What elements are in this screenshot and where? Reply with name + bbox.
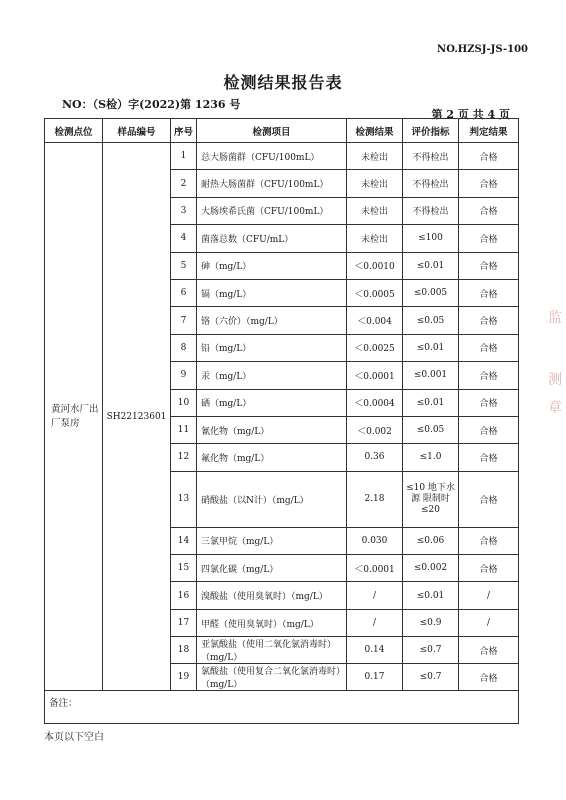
cell-verdict: 合格 [459,225,519,252]
cell-verdict: 合格 [459,307,519,334]
cell-criterion: ≤0.7 [403,664,459,691]
cell-result: 2.18 [347,471,403,527]
cell-location: 黄河水厂出厂泵房 [45,143,103,691]
cell-verdict: 合格 [459,527,519,554]
cell-number: 3 [171,197,197,224]
cell-criterion: ≤0.7 [403,637,459,664]
document-code: NO.HZSJ-JS-100 [437,44,528,55]
cell-item: 硝酸盐（以N计）（mg/L） [197,471,347,527]
cell-criterion: ≤0.06 [403,527,459,554]
cell-item: 大肠埃希氏菌（CFU/100mL） [197,197,347,224]
page-indicator: 第 2 页 共 4 页 [431,108,510,121]
column-header-criterion: 评价指标 [403,119,459,143]
cell-verdict: 合格 [459,143,519,170]
cell-item: 铬（六价）（mg/L） [197,307,347,334]
cell-item: 氯酸盐（使用复合二氧化氯消毒时）（mg/L） [197,664,347,691]
cell-result: ＜0.0001 [347,362,403,389]
cell-result: 未检出 [347,170,403,197]
cell-number: 5 [171,252,197,279]
cell-result: ＜0.0025 [347,334,403,361]
cell-criterion: ≤0.9 [403,609,459,636]
cell-item: 砷（mg/L） [197,252,347,279]
cell-verdict: 合格 [459,637,519,664]
cell-verdict: 合格 [459,362,519,389]
report-number: NO：（S检）字(2022)第 1236 号 [62,98,241,111]
cell-result: 0.36 [347,444,403,471]
cell-number: 12 [171,444,197,471]
cell-number: 18 [171,637,197,664]
cell-number: 7 [171,307,197,334]
cell-verdict: 合格 [459,389,519,416]
cell-result: 0.17 [347,664,403,691]
cell-verdict: 合格 [459,555,519,582]
stamp-mark: 章 [548,400,562,416]
cell-item: 硒（mg/L） [197,389,347,416]
cell-number: 2 [171,170,197,197]
cell-number: 1 [171,143,197,170]
cell-number: 6 [171,279,197,306]
results-table [44,118,519,724]
cell-result: 未检出 [347,225,403,252]
cell-item: 氰化物（mg/L） [197,416,347,443]
cell-number: 8 [171,334,197,361]
cell-result: 0.14 [347,637,403,664]
cell-criterion: ≤0.05 [403,416,459,443]
cell-item: 溴酸盐（使用臭氧时）（mg/L） [197,582,347,609]
cell-criterion: ≤0.01 [403,582,459,609]
cell-result: ＜0.002 [347,416,403,443]
cell-criterion: ≤0.005 [403,279,459,306]
column-header-verdict: 判定结果 [459,119,519,143]
cell-result: / [347,582,403,609]
cell-result: ＜0.0004 [347,389,403,416]
cell-criterion: 不得检出 [403,197,459,224]
cell-number: 11 [171,416,197,443]
cell-verdict: / [459,609,519,636]
cell-number: 15 [171,555,197,582]
cell-criterion: ≤0.002 [403,555,459,582]
cell-result: ＜0.0001 [347,555,403,582]
cell-number: 9 [171,362,197,389]
cell-criterion: ≤100 [403,225,459,252]
cell-number: 4 [171,225,197,252]
cell-verdict: 合格 [459,252,519,279]
table-header-row [45,119,519,143]
column-header-location: 检测点位 [45,119,103,143]
cell-item: 氟化物（mg/L） [197,444,347,471]
column-header-sample-id: 样品编号 [103,119,171,143]
cell-verdict: 合格 [459,664,519,691]
cell-sample-id: SH22123601 [103,143,171,691]
cell-number: 10 [171,389,197,416]
cell-item: 汞（mg/L） [197,362,347,389]
cell-item: 镉（mg/L） [197,279,347,306]
cell-criterion: ≤0.05 [403,307,459,334]
cell-criterion: ≤0.01 [403,252,459,279]
cell-criterion: ≤10 地下水源 限制时 ≤20 [403,471,459,527]
cell-result: / [347,609,403,636]
cell-item: 耐热大肠菌群（CFU/100mL） [197,170,347,197]
table-row [45,143,519,170]
cell-result: 未检出 [347,197,403,224]
page-title: 检测结果报告表 [223,73,343,92]
cell-result: 0.030 [347,527,403,554]
cell-verdict: 合格 [459,279,519,306]
cell-criterion: ≤0.01 [403,334,459,361]
cell-number: 16 [171,582,197,609]
column-header-item: 检测项目 [197,119,347,143]
column-header-result: 检测结果 [347,119,403,143]
cell-item: 菌落总数（CFU/mL） [197,225,347,252]
cell-verdict: 合格 [459,334,519,361]
cell-result: ＜0.004 [347,307,403,334]
remarks-row [45,691,519,724]
remarks-label: 备注： [45,691,519,724]
cell-criterion: ≤0.001 [403,362,459,389]
cell-number: 17 [171,609,197,636]
column-header-number: 序号 [171,119,197,143]
stamp-mark: 监 [548,310,562,326]
cell-criterion: ≤0.01 [403,389,459,416]
cell-result: 未检出 [347,143,403,170]
cell-item: 甲醛（使用臭氧时）（mg/L） [197,609,347,636]
cell-verdict: 合格 [459,170,519,197]
cell-number: 14 [171,527,197,554]
cell-verdict: 合格 [459,444,519,471]
cell-number: 19 [171,664,197,691]
cell-item: 铅（mg/L） [197,334,347,361]
cell-result: ＜0.0010 [347,252,403,279]
table-body [45,143,519,724]
cell-result: ＜0.0005 [347,279,403,306]
stamp-mark: 测 [548,372,562,388]
cell-verdict: 合格 [459,197,519,224]
cell-item: 四氯化碳（mg/L） [197,555,347,582]
cell-verdict: 合格 [459,471,519,527]
footer-note: 本页以下空白 [44,732,104,743]
cell-number: 13 [171,471,197,527]
cell-verdict: 合格 [459,416,519,443]
cell-criterion: ≤1.0 [403,444,459,471]
cell-item: 三氯甲烷（mg/L） [197,527,347,554]
cell-item: 总大肠菌群（CFU/100mL） [197,143,347,170]
cell-verdict: / [459,582,519,609]
cell-item: 亚氯酸盐（使用二氧化氯消毒时）（mg/L） [197,637,347,664]
cell-criterion: 不得检出 [403,143,459,170]
cell-criterion: 不得检出 [403,170,459,197]
